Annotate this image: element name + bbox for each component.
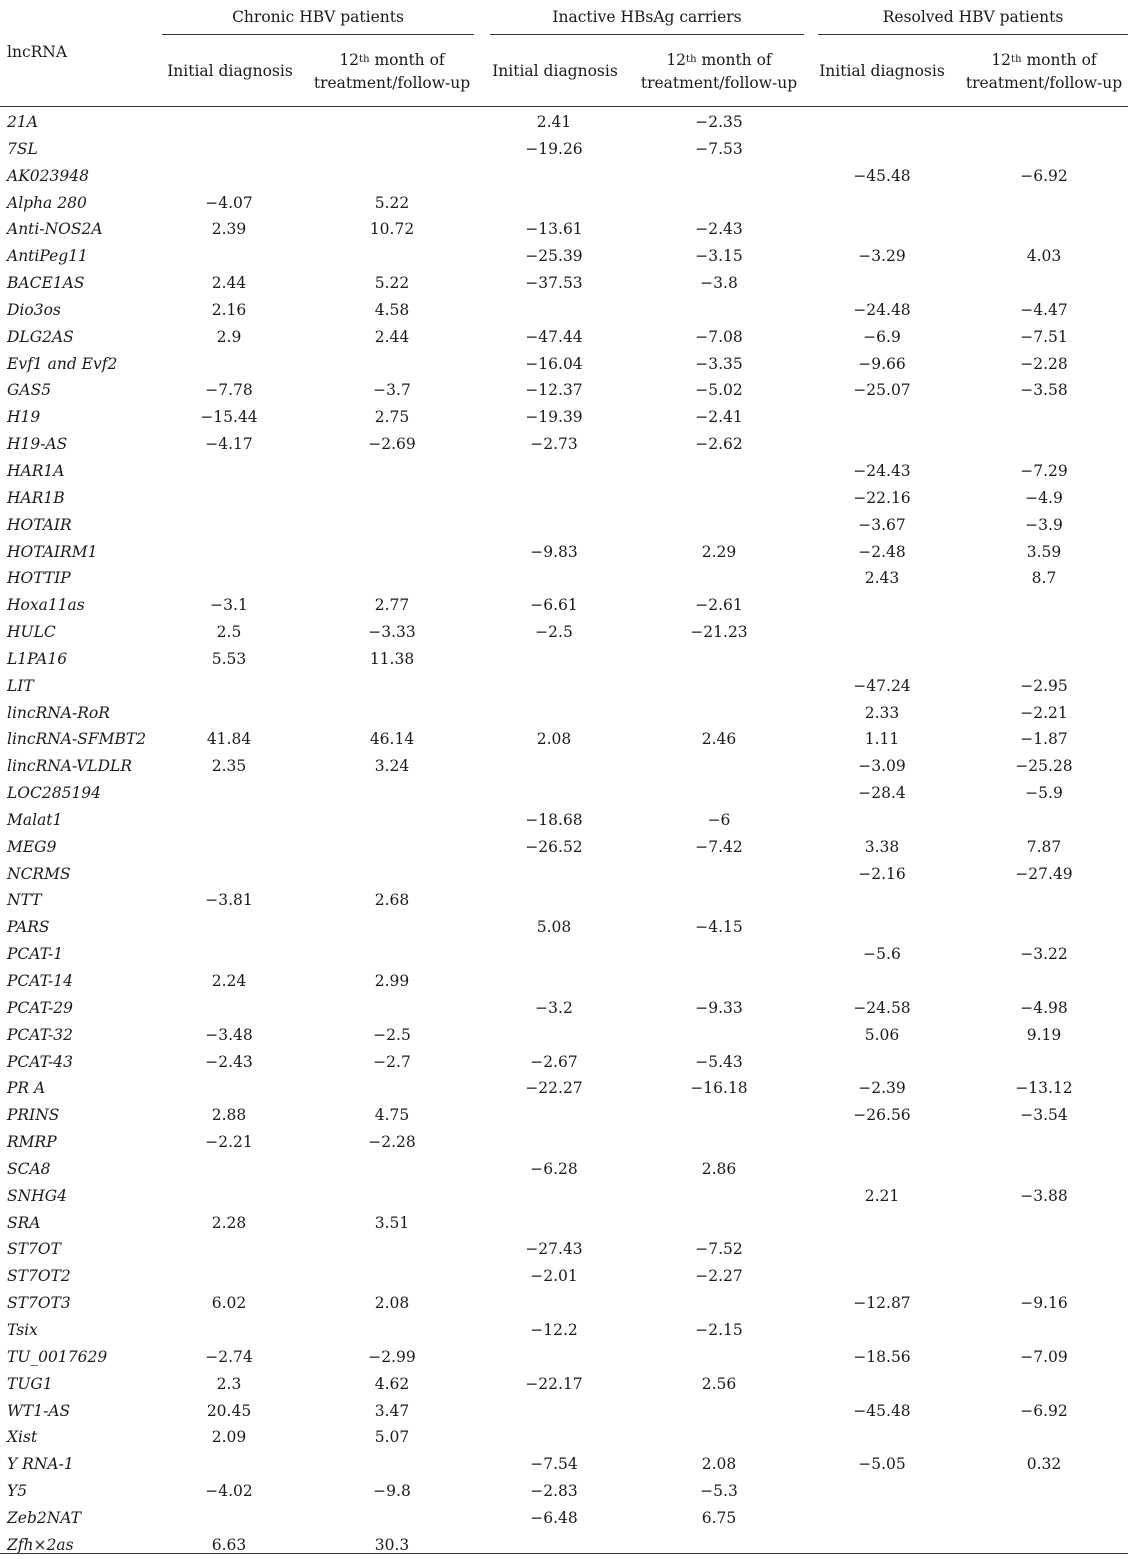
table-row xyxy=(0,753,1128,780)
value-cell: 30.3 xyxy=(374,1535,410,1554)
value-cell: −2.67 xyxy=(530,1052,578,1071)
lncrna-name: Xist xyxy=(7,1428,38,1447)
value-cell: −2.73 xyxy=(530,435,578,454)
value-cell: −5.9 xyxy=(1025,784,1063,803)
value-cell: −9.83 xyxy=(530,542,578,561)
value-cell: −7.09 xyxy=(1020,1347,1068,1366)
value-cell: −45.48 xyxy=(853,166,911,185)
table-row xyxy=(0,351,1128,378)
value-cell: 3.51 xyxy=(374,1213,410,1232)
value-cell: 2.28 xyxy=(211,1213,247,1232)
value-cell: −3.9 xyxy=(1025,515,1063,534)
group-rule-resolved xyxy=(818,34,1128,35)
value-cell: −4.02 xyxy=(205,1482,253,1501)
table-row xyxy=(0,834,1128,861)
value-cell: −2.5 xyxy=(535,623,573,642)
value-cell: 1.11 xyxy=(864,730,900,749)
value-cell: −18.56 xyxy=(853,1347,911,1366)
value-cell: 8.7 xyxy=(1031,569,1057,588)
value-cell: −3.54 xyxy=(1020,1106,1068,1125)
lncrna-name: PR A xyxy=(7,1079,46,1098)
value-cell: 4.58 xyxy=(374,300,410,319)
value-cell: 2.77 xyxy=(374,596,410,615)
value-cell: 2.41 xyxy=(536,113,572,131)
value-cell: −5.02 xyxy=(695,381,743,400)
value-cell: −2.27 xyxy=(695,1267,743,1286)
value-cell: −13.61 xyxy=(525,220,583,239)
table-row xyxy=(0,324,1128,351)
table-row xyxy=(0,431,1128,458)
value-cell: 9.19 xyxy=(1026,1025,1062,1044)
value-cell: 2.43 xyxy=(864,569,900,588)
value-cell: −2.21 xyxy=(1020,703,1068,722)
table-row xyxy=(0,1022,1128,1049)
value-cell: −21.23 xyxy=(690,623,748,642)
group-label-resolved: Resolved HBV patients xyxy=(882,8,1064,26)
table-row xyxy=(0,539,1128,566)
table-row xyxy=(0,1317,1128,1344)
value-cell: −4.15 xyxy=(695,918,743,937)
value-cell: −2.69 xyxy=(368,435,416,454)
value-cell: 20.45 xyxy=(206,1401,252,1420)
value-cell: −3.7 xyxy=(373,381,411,400)
value-cell: −9.66 xyxy=(858,354,906,373)
value-cell: −24.58 xyxy=(853,998,911,1017)
table-row xyxy=(0,1344,1128,1371)
table-row xyxy=(0,1156,1128,1183)
bottom-rule xyxy=(0,1553,1128,1554)
value-cell: −9.16 xyxy=(1020,1294,1068,1313)
table-row xyxy=(0,485,1128,512)
table-row xyxy=(0,458,1128,485)
value-cell: −3.2 xyxy=(535,998,573,1017)
lncrna-name: GAS5 xyxy=(7,381,52,400)
value-cell: −6.92 xyxy=(1020,166,1068,185)
lncrna-name: SCA8 xyxy=(7,1159,51,1178)
value-cell: −3.09 xyxy=(858,757,906,776)
value-cell: 2.09 xyxy=(211,1428,247,1447)
value-cell: 4.62 xyxy=(374,1374,410,1393)
table-row xyxy=(0,190,1128,217)
lncrna-name: Zfh×2as xyxy=(7,1535,74,1554)
value-cell: −3.29 xyxy=(858,247,906,266)
table-row xyxy=(0,297,1128,324)
lncrna-name: Y5 xyxy=(7,1482,28,1501)
value-cell: −2.7 xyxy=(373,1052,411,1071)
lncrna-name: lincRNA-SFMBT2 xyxy=(7,730,147,749)
value-cell: −3.1 xyxy=(210,596,248,615)
value-cell: −7.78 xyxy=(205,381,253,400)
value-cell: 5.22 xyxy=(374,193,410,212)
table-row xyxy=(0,1478,1128,1505)
table-row xyxy=(0,914,1128,941)
value-cell: 4.03 xyxy=(1026,247,1062,266)
value-cell: −4.98 xyxy=(1020,998,1068,1017)
lncrna-name: RMRP xyxy=(7,1133,57,1152)
value-cell: −3.88 xyxy=(1020,1186,1068,1205)
value-cell: 2.08 xyxy=(536,730,572,749)
value-cell: −2.43 xyxy=(205,1052,253,1071)
value-cell: −3.81 xyxy=(205,891,253,910)
group-label-chronic: Chronic HBV patients xyxy=(232,8,404,26)
value-cell: −2.21 xyxy=(205,1133,253,1152)
lncrna-name: PCAT-1 xyxy=(7,945,64,964)
value-cell: 2.46 xyxy=(701,730,737,749)
table-row xyxy=(0,1210,1128,1237)
table-row xyxy=(0,1371,1128,1398)
lncrna-name: PCAT-32 xyxy=(7,1025,73,1044)
value-cell: 2.56 xyxy=(701,1374,737,1393)
row-header-label: lncRNA xyxy=(7,43,68,61)
subcol-followup-chronic: 12th month of treatment/follow-up xyxy=(313,51,471,92)
value-cell: −2.83 xyxy=(530,1482,578,1501)
value-cell: 41.84 xyxy=(206,730,252,749)
lncrna-name: PCAT-29 xyxy=(7,998,73,1017)
value-cell: −3.33 xyxy=(368,623,416,642)
value-cell: −27.43 xyxy=(525,1240,583,1259)
table-row xyxy=(0,968,1128,995)
lncrna-name: TU_0017629 xyxy=(7,1347,108,1366)
value-cell: −27.49 xyxy=(1015,864,1073,883)
lncrna-name: lincRNA-RoR xyxy=(7,703,110,722)
value-cell: −16.04 xyxy=(525,354,583,373)
lncrna-name: DLG2AS xyxy=(7,327,74,346)
value-cell: 5.53 xyxy=(211,649,247,668)
value-cell: 2.5 xyxy=(216,623,242,642)
value-cell: −16.18 xyxy=(690,1079,748,1098)
value-cell: −2.39 xyxy=(858,1079,906,1098)
table-row xyxy=(0,807,1128,834)
table-row xyxy=(0,512,1128,539)
value-cell: −25.07 xyxy=(853,381,911,400)
value-cell: 2.33 xyxy=(864,703,900,722)
table-row xyxy=(0,726,1128,753)
value-cell: −25.39 xyxy=(525,247,583,266)
value-cell: −6 xyxy=(707,810,731,829)
value-cell: −7.52 xyxy=(695,1240,743,1259)
value-cell: −2.28 xyxy=(1020,354,1068,373)
value-cell: 2.9 xyxy=(216,327,242,346)
lncrna-name: PCAT-14 xyxy=(7,972,73,990)
group-rule-inactive xyxy=(490,34,804,35)
value-cell: −7.08 xyxy=(695,327,743,346)
value-cell: −6.28 xyxy=(530,1159,578,1178)
value-cell: −2.5 xyxy=(373,1025,411,1044)
value-cell: −19.26 xyxy=(525,139,583,158)
value-cell: 2.21 xyxy=(864,1186,900,1205)
value-cell: −4.47 xyxy=(1020,300,1068,319)
value-cell: −3.15 xyxy=(695,247,743,266)
value-cell: −12.87 xyxy=(853,1294,911,1313)
value-cell: −2.95 xyxy=(1020,676,1068,695)
value-cell: −19.39 xyxy=(525,408,583,427)
value-cell: 2.3 xyxy=(216,1374,242,1393)
lncrna-name: 7SL xyxy=(7,139,38,158)
subcol-initial-resolved: Initial diagnosis xyxy=(819,62,945,80)
subcol-followup-resolved: 12th month of treatment/follow-up xyxy=(965,51,1123,92)
value-cell: −7.51 xyxy=(1020,327,1068,346)
value-cell: 2.35 xyxy=(211,757,247,776)
table-row xyxy=(0,216,1128,243)
lncrna-name: AntiPeg11 xyxy=(7,247,88,266)
value-cell: −45.48 xyxy=(853,1401,911,1420)
lncrna-name: ST7OT3 xyxy=(7,1294,71,1313)
lncrna-name: L1PA16 xyxy=(7,649,68,668)
value-cell: 3.38 xyxy=(864,837,900,856)
lncrna-name: Anti-NOS2A xyxy=(7,220,103,239)
value-cell: −24.43 xyxy=(853,461,911,480)
value-cell: 7.87 xyxy=(1026,837,1062,856)
lncrna-name: AK023948 xyxy=(7,166,89,185)
value-cell: −12.2 xyxy=(530,1320,578,1339)
value-cell: 5.08 xyxy=(536,918,572,937)
lncrna-name: Malat1 xyxy=(7,810,63,829)
value-cell: 0.32 xyxy=(1026,1455,1062,1474)
value-cell: −25.28 xyxy=(1015,757,1073,776)
value-cell: −2.28 xyxy=(368,1133,416,1152)
lncrna-name: ST7OT2 xyxy=(7,1267,71,1286)
value-cell: −9.33 xyxy=(695,998,743,1017)
value-cell: −6.9 xyxy=(863,327,901,346)
value-cell: −47.24 xyxy=(853,676,911,695)
value-cell: −6.48 xyxy=(530,1508,578,1527)
value-cell: 11.38 xyxy=(369,649,415,668)
table-row xyxy=(0,1290,1128,1317)
lncrna-name: H19 xyxy=(7,408,41,427)
value-cell: −12.37 xyxy=(525,381,583,400)
value-cell: −5.3 xyxy=(700,1482,738,1501)
value-cell: −2.16 xyxy=(858,864,906,883)
table-row xyxy=(0,619,1128,646)
value-cell: −5.43 xyxy=(695,1052,743,1071)
table-row xyxy=(0,109,1128,136)
subcol-initial-chronic: Initial diagnosis xyxy=(167,62,293,80)
table-row xyxy=(0,1075,1128,1102)
value-cell: 2.16 xyxy=(211,300,247,319)
value-cell: 6.63 xyxy=(211,1535,247,1554)
table-row xyxy=(0,565,1128,592)
lncrna-name: SNHG4 xyxy=(7,1186,67,1205)
value-cell: 2.44 xyxy=(374,327,410,346)
value-cell: 2.88 xyxy=(211,1106,247,1125)
value-cell: −2.41 xyxy=(695,408,743,427)
lncrna-name: Alpha 280 xyxy=(7,193,87,212)
value-cell: −15.44 xyxy=(200,408,258,427)
subcol-followup-inactive: 12th month of treatment/follow-up xyxy=(640,51,798,92)
table-row xyxy=(0,887,1128,914)
lncrna-name: Dio3os xyxy=(7,300,61,319)
value-cell: 2.08 xyxy=(701,1455,737,1474)
table-body xyxy=(0,109,1128,1559)
value-cell: −3.22 xyxy=(1020,945,1068,964)
value-cell: −6.92 xyxy=(1020,1401,1068,1420)
value-cell: −4.07 xyxy=(205,193,253,212)
lncrna-name: NTT xyxy=(7,891,42,910)
value-cell: −7.42 xyxy=(695,837,743,856)
value-cell: −9.8 xyxy=(373,1482,411,1501)
lncrna-name: HAR1B xyxy=(7,488,65,507)
subcol-initial-inactive: Initial diagnosis xyxy=(492,62,618,80)
value-cell: 2.44 xyxy=(211,274,247,293)
table-row xyxy=(0,1424,1128,1451)
value-cell: −4.9 xyxy=(1025,488,1063,507)
lncrna-name: HAR1A xyxy=(7,461,65,480)
lncrna-name: LIT xyxy=(7,676,34,695)
value-cell: 2.24 xyxy=(211,972,247,990)
value-cell: −7.29 xyxy=(1020,461,1068,480)
value-cell: 10.72 xyxy=(369,220,415,239)
value-cell: 2.75 xyxy=(374,408,410,427)
value-cell: −3.67 xyxy=(858,515,906,534)
table-row xyxy=(0,1398,1128,1425)
value-cell: −2.43 xyxy=(695,220,743,239)
value-cell: −26.52 xyxy=(525,837,583,856)
value-cell: −47.44 xyxy=(525,327,583,346)
value-cell: 2.99 xyxy=(374,972,410,990)
value-cell: −4.17 xyxy=(205,435,253,454)
lncrna-name: Zeb2NAT xyxy=(7,1508,81,1527)
lncrna-name: WT1-AS xyxy=(7,1401,71,1420)
value-cell: −3.58 xyxy=(1020,381,1068,400)
lncrna-name: HOTAIR xyxy=(7,515,72,534)
group-label-inactive: Inactive HBsAg carriers xyxy=(552,8,742,26)
table-row xyxy=(0,1505,1128,1532)
table-row xyxy=(0,861,1128,888)
value-cell: −18.68 xyxy=(525,810,583,829)
value-cell: 3.47 xyxy=(374,1401,410,1420)
value-cell: −2.62 xyxy=(695,435,743,454)
value-cell: −22.16 xyxy=(853,488,911,507)
value-cell: −22.27 xyxy=(525,1079,583,1098)
table-row xyxy=(0,1263,1128,1290)
value-cell: 5.07 xyxy=(374,1428,410,1447)
table-row xyxy=(0,270,1128,297)
table-row xyxy=(0,592,1128,619)
value-cell: −2.99 xyxy=(368,1347,416,1366)
lncrna-name: Tsix xyxy=(7,1320,38,1339)
value-cell: −2.61 xyxy=(695,596,743,615)
lncrna-name: SRA xyxy=(7,1213,41,1232)
value-cell: −24.48 xyxy=(853,300,911,319)
lncrna-name: PCAT-43 xyxy=(7,1052,73,1071)
value-cell: 3.24 xyxy=(374,757,410,776)
value-cell: 46.14 xyxy=(369,730,415,749)
lncrna-name: BACE1AS xyxy=(7,274,85,293)
value-cell: 5.06 xyxy=(864,1025,900,1044)
value-cell: −26.56 xyxy=(853,1106,911,1125)
table-row xyxy=(0,1183,1128,1210)
table-row xyxy=(0,243,1128,270)
value-cell: −7.53 xyxy=(695,139,743,158)
table-row xyxy=(0,941,1128,968)
table-row xyxy=(0,646,1128,673)
value-cell: −13.12 xyxy=(1015,1079,1073,1098)
value-cell: −22.17 xyxy=(525,1374,583,1393)
table-row xyxy=(0,995,1128,1022)
table-row xyxy=(0,163,1128,190)
lncrna-name: lincRNA-VLDLR xyxy=(7,757,132,776)
lncrna-name: PARS xyxy=(7,918,50,937)
table-row xyxy=(0,1102,1128,1129)
lncrna-name: ST7OT xyxy=(7,1240,61,1259)
lncrna-name: Evf1 and Evf2 xyxy=(7,354,118,373)
lncrna-name: MEG9 xyxy=(7,837,57,856)
table-row xyxy=(0,136,1128,163)
lncrna-name: HOTAIRM1 xyxy=(7,542,98,561)
lncrna-name: LOC285194 xyxy=(7,784,102,803)
table-row xyxy=(0,780,1128,807)
value-cell: −6.61 xyxy=(530,596,578,615)
value-cell: −2.01 xyxy=(530,1267,578,1286)
value-cell: 6.75 xyxy=(701,1508,737,1527)
value-cell: 2.86 xyxy=(701,1159,737,1178)
value-cell: −2.15 xyxy=(695,1320,743,1339)
table-row xyxy=(0,1236,1128,1263)
value-cell: −1.87 xyxy=(1020,730,1068,749)
group-rule-chronic xyxy=(162,34,474,35)
table-row xyxy=(0,1129,1128,1156)
lncrna-name: NCRMS xyxy=(7,864,71,883)
value-cell: −3.35 xyxy=(695,354,743,373)
value-cell: 5.22 xyxy=(374,274,410,293)
value-cell: −7.54 xyxy=(530,1455,578,1474)
lncrna-name: HULC xyxy=(7,623,56,642)
value-cell: 2.39 xyxy=(211,220,247,239)
table-row xyxy=(0,404,1128,431)
table-row xyxy=(0,673,1128,700)
lncrna-name: TUG1 xyxy=(7,1374,53,1393)
value-cell: 4.75 xyxy=(374,1106,410,1125)
lncrna-name: PRINS xyxy=(7,1106,60,1125)
value-cell: −28.4 xyxy=(858,784,906,803)
table-row xyxy=(0,1451,1128,1478)
value-cell: −37.53 xyxy=(525,274,583,293)
lncrna-name: HOTTIP xyxy=(7,569,71,588)
table-row xyxy=(0,377,1128,404)
lncrna-name: Y RNA-1 xyxy=(7,1455,74,1474)
value-cell: −2.35 xyxy=(695,113,743,131)
value-cell: 2.08 xyxy=(374,1294,410,1313)
value-cell: −5.05 xyxy=(858,1455,906,1474)
table-row xyxy=(0,1049,1128,1076)
value-cell: 6.02 xyxy=(211,1294,247,1313)
value-cell: 2.29 xyxy=(701,542,737,561)
value-cell: −5.6 xyxy=(863,945,901,964)
lncrna-name: H19-AS xyxy=(7,435,68,454)
lncrna-name: 21A xyxy=(7,113,38,131)
value-cell: 2.68 xyxy=(374,891,410,910)
value-cell: 3.59 xyxy=(1026,542,1062,561)
lncrna-name: Hoxa11as xyxy=(7,596,85,615)
header-rule xyxy=(0,106,1128,107)
value-cell: −2.48 xyxy=(858,542,906,561)
value-cell: −3.8 xyxy=(700,274,738,293)
value-cell: −3.48 xyxy=(205,1025,253,1044)
value-cell: −2.74 xyxy=(205,1347,253,1366)
table-row xyxy=(0,700,1128,727)
